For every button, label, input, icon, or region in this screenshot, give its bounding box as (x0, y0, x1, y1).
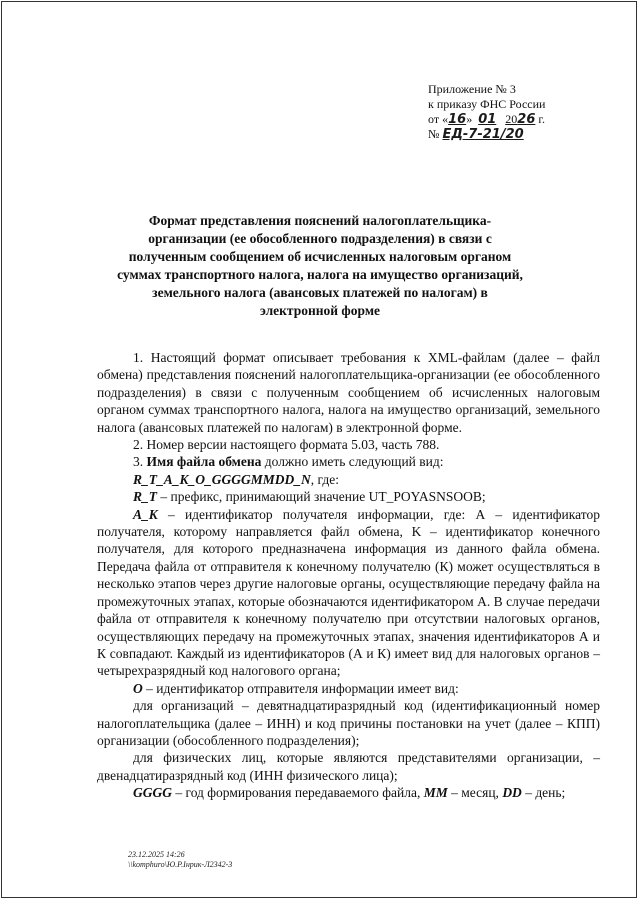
order-number-handwritten: ЕД-7-21/20 (442, 127, 524, 142)
recipient-id-term: A_K (133, 506, 158, 522)
p6-rest: – идентификатор получателя информации, где: А – идентификатор получателя, которому направляется файл обмена, K – идентификатор конечного получателя, для которого предназначена информация из данного файла обмена. Передача файла от отправителя к конечному получателю (К) может осуществляться в несколько этапов через другие налоговые органы, осуществляющие передачу файла на промежуточных этапах, которые обозначаются идентификатором А. В случае передачи файла от отправителя к конечному получателю при отсутствии налоговых органов, осуществляющих передачу на промежуточных этапах, значения идентификаторов А и К совпадают. Каждый из идентификаторов (А и К) имеет вид для налоговых органов – четырехразрядный код налогового органа; (97, 506, 600, 679)
day-term: DD (502, 785, 522, 801)
footer-timestamp: 23.12.2025 14:26 (128, 850, 185, 859)
year-term: GGGG (133, 785, 172, 801)
p10-mid1: – год формирования передаваемого файла, (172, 785, 424, 801)
file-name-term: Имя файла обмена (146, 454, 262, 470)
date-day-handwritten: 16 (448, 112, 467, 127)
p3-prefix: 3. (133, 454, 147, 470)
paragraph-4 (97, 471, 600, 488)
title-line: Формат представления пояснений налогоплательщика- (148, 213, 492, 228)
paragraph-8: для организаций – девятнадцатиразрядный код (идентификационный номер налогоплательщика (далее – ИНН) и код причины постановки на учет (далее – КПП) организации (обособленного подразделения); (97, 698, 600, 748)
date-year-prefix: 20 (505, 112, 518, 126)
paragraph-10 (97, 784, 600, 801)
p10-mid2: – месяц, (447, 785, 503, 801)
sender-id-term: O (133, 680, 143, 696)
date-year-handwritten: 26 (517, 112, 536, 127)
paragraph-5 (97, 488, 600, 505)
title-line: организации (ее обособленного подразделения) в связи с (148, 231, 492, 246)
month-term: MM (423, 785, 448, 801)
p7-rest: – идентификатор отправителя информации имеет вид: (142, 680, 459, 696)
title-line: суммах транспортного налога, налога на имущество организаций, (117, 267, 523, 282)
appendix-number-line (428, 127, 545, 142)
date-suffix: г. (538, 112, 545, 126)
appendix-block (428, 82, 545, 142)
appendix-line-2: к приказу ФНС России (428, 97, 546, 111)
document-body (97, 349, 600, 802)
paragraph-2: 2. Номер версии настоящего формата 5.03, часть 788. (133, 437, 440, 453)
footer-stamp (128, 850, 232, 870)
title-line: земельного налога (авансовых платежей по налогам) в (152, 285, 488, 300)
paragraph-6 (97, 506, 600, 680)
paragraph-3 (97, 453, 600, 470)
appendix-date-line (428, 112, 545, 127)
paragraph-1: 1. Настоящий формат описывает требования к XML-файлам (далее – файл обмена) представления пояснений налогоплательщика-организации (ее обособленного подразделения) в связи с полученным сообщением об исчисленных налоговым органом суммах транспортного налога, налога на имущество организаций, земельного налога (авансовых платежей по налогам) в электронной форме. (97, 350, 600, 435)
p4-rest: , где: (310, 471, 339, 487)
date-mid: » (466, 112, 473, 126)
date-month-handwritten: 01 (478, 112, 497, 127)
title-line: полученным сообщением об исчисленных налоговым органом (128, 249, 512, 264)
number-prefix: № (428, 127, 440, 141)
file-name-pattern: R_T_A_K_O_GGGGMMDD_N (133, 471, 311, 487)
paragraph-7 (97, 680, 600, 697)
appendix-line-1: Приложение № 3 (428, 82, 516, 96)
document-title (110, 212, 530, 320)
paragraph-9: для физических лиц, которые являются представителями организации, – двенадцатиразрядный код (ИНН физического лица); (97, 750, 600, 783)
p5-rest: – префикс, принимающий значение UT_POYASNSOOB; (157, 489, 486, 505)
title-line: электронной форме (259, 303, 381, 318)
prefix-term: R_T (133, 489, 158, 505)
date-prefix: от « (428, 112, 449, 126)
p3-rest: должно иметь следующий вид: (261, 454, 444, 470)
p10-rest: – день; (521, 785, 566, 801)
footer-path: \\komphuro\Ю.Р.Інрик-Л2342-3 (128, 860, 233, 869)
